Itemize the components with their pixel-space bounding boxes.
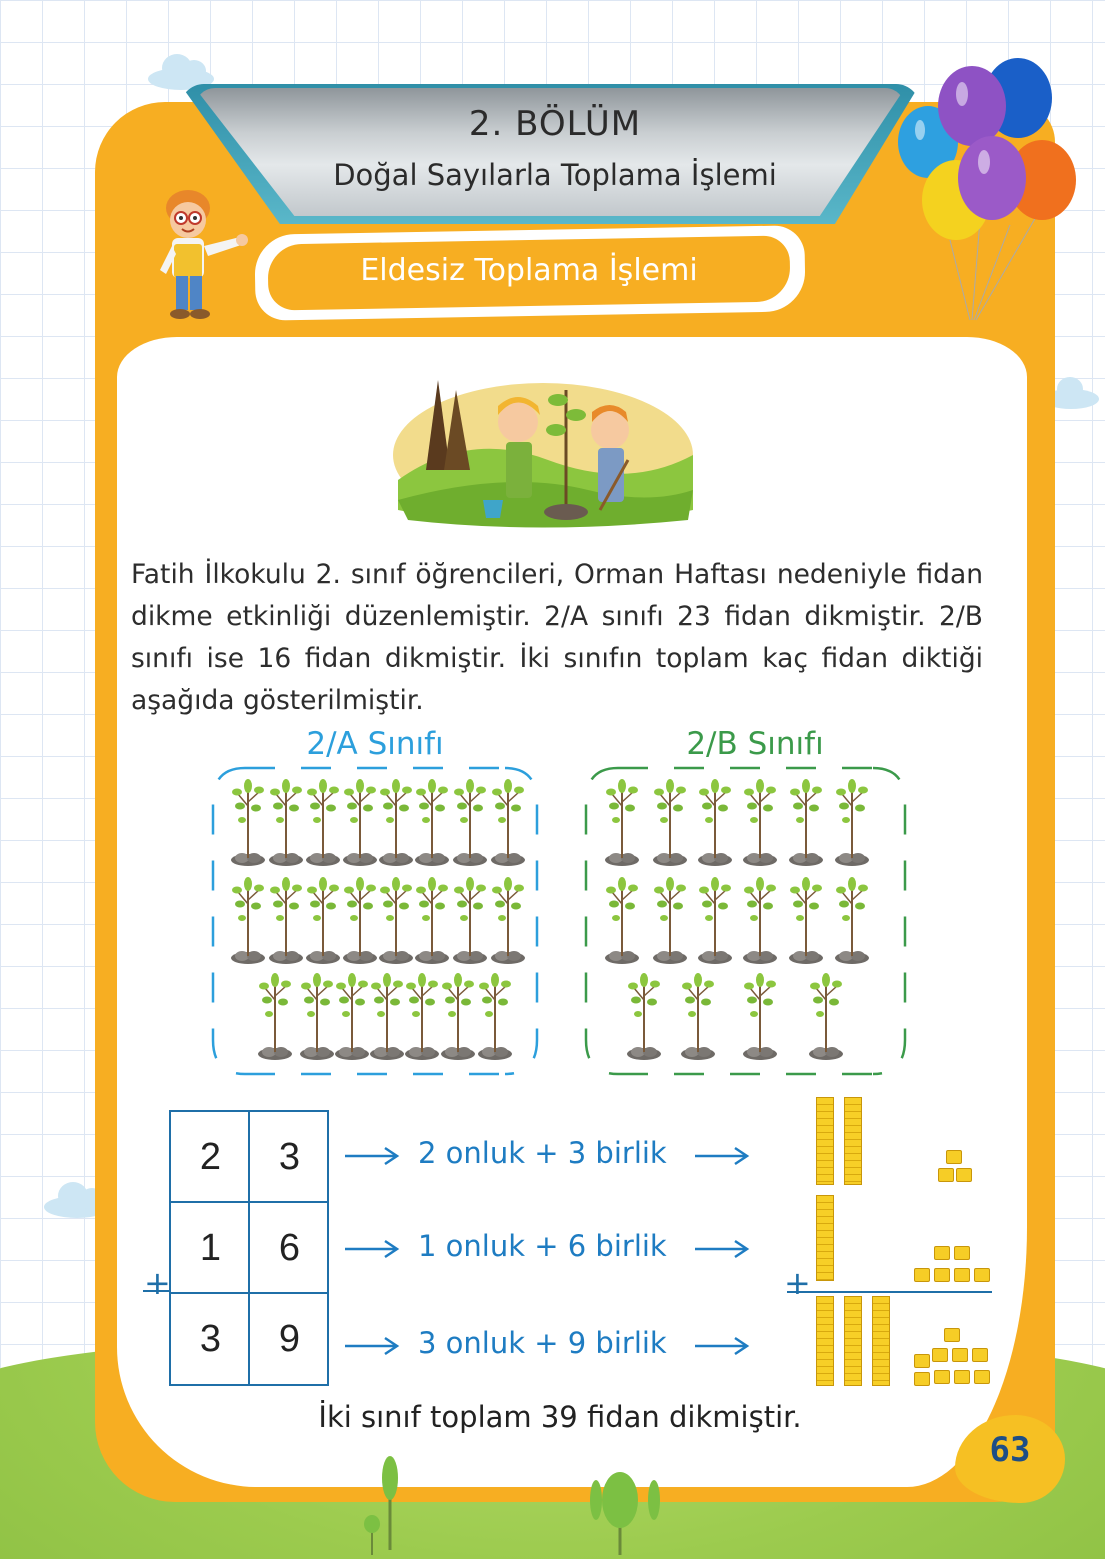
ones-cube-block — [974, 1268, 990, 1282]
ones-cube-block — [954, 1246, 970, 1260]
sapling-icon — [266, 776, 306, 866]
balloons-illustration — [890, 50, 1090, 330]
ones-cube-block — [954, 1268, 970, 1282]
ones-cube-block — [944, 1328, 960, 1342]
sapling-icon — [832, 776, 872, 866]
ones-cube-block — [934, 1246, 950, 1260]
sapling-icon — [376, 776, 416, 866]
tens-rod-block — [816, 1195, 834, 1281]
sapling-icon — [740, 874, 780, 964]
boy-character-illustration — [152, 182, 252, 324]
small-trees-illustration — [360, 1450, 680, 1559]
ones-cube-block — [938, 1168, 954, 1182]
plus-sign: + — [144, 1264, 171, 1302]
sapling-icon — [602, 776, 642, 866]
ones-cube-block — [934, 1370, 950, 1384]
sapling-icon — [412, 874, 452, 964]
sapling-icon — [488, 776, 528, 866]
decomposition-text: 2 onluk + 3 birlik — [418, 1136, 667, 1170]
sapling-icon — [255, 970, 295, 1060]
sapling-icon — [475, 970, 515, 1060]
sapling-icon — [740, 970, 780, 1060]
sapling-icon — [303, 776, 343, 866]
kids-planting-tree-illustration — [388, 360, 698, 530]
sapling-icon — [297, 970, 337, 1060]
arrow-right-icon — [695, 1239, 751, 1259]
ones-cube-block — [914, 1268, 930, 1282]
ones-cube-block — [914, 1354, 930, 1368]
tens-cell: 1 — [199, 1227, 222, 1269]
sapling-icon — [488, 874, 528, 964]
sapling-icon — [624, 970, 664, 1060]
sapling-icon — [402, 970, 442, 1060]
section-title: Eldesiz Toplama İşlemi — [360, 253, 698, 288]
page-number: 63 — [989, 1430, 1031, 1470]
blocks-sum-line — [787, 1291, 992, 1293]
sapling-icon — [376, 874, 416, 964]
ones-cell: 9 — [278, 1318, 301, 1360]
decomposition-text: 3 onluk + 9 birlik — [418, 1326, 667, 1360]
sapling-icon — [650, 874, 690, 964]
ones-cube-block — [974, 1370, 990, 1384]
tens-rod-block — [844, 1097, 862, 1185]
ones-cell: 3 — [278, 1136, 301, 1178]
ones-cube-block — [972, 1348, 988, 1362]
ones-cube-block — [954, 1370, 970, 1384]
sapling-icon — [332, 970, 372, 1060]
arrow-right-icon — [695, 1146, 751, 1166]
sapling-icon — [832, 874, 872, 964]
arrow-right-icon — [345, 1336, 401, 1356]
blocks-plus-sign: + — [784, 1264, 811, 1302]
problem-paragraph: Fatih İlkokulu 2. sınıf öğrencileri, Orman Haftası nedeniyle fidan dikme etkinliği düzenlemiştir. 2/A sınıfı 23 fidan dikmiştir. 2/B sınıfı ise 16 fidan dikmiştir. İki sınıfın toplam kaç fidan diktiği aşağıda gösterilmiştir. — [131, 559, 983, 716]
sapling-icon — [303, 874, 343, 964]
sapling-icon — [450, 776, 490, 866]
sapling-icon — [695, 874, 735, 964]
tens-cell: 3 — [199, 1318, 222, 1360]
chapter-title: Doğal Sayılarla Toplama İşlemi — [333, 158, 777, 192]
class-b-title: 2/B Sınıfı — [686, 726, 824, 762]
decomposition-text: 1 onluk + 6 birlik — [418, 1229, 667, 1263]
ones-cube-block — [952, 1348, 968, 1362]
sapling-icon — [367, 970, 407, 1060]
class-a-title: 2/A Sınıfı — [306, 726, 444, 762]
chapter-label: 2. BÖLÜM — [468, 104, 642, 144]
ones-cube-block — [934, 1268, 950, 1282]
sapling-icon — [678, 970, 718, 1060]
sapling-icon — [806, 970, 846, 1060]
ones-cube-block — [932, 1348, 948, 1362]
arrow-right-icon — [695, 1336, 751, 1356]
sapling-icon — [266, 874, 306, 964]
sapling-icon — [740, 776, 780, 866]
sapling-icon — [450, 874, 490, 964]
conclusion-text: İki sınıf toplam 39 fidan dikmiştir. — [318, 1400, 802, 1434]
tens-rod-block — [816, 1097, 834, 1185]
sapling-icon — [228, 776, 268, 866]
ones-cube-block — [946, 1150, 962, 1164]
tens-cell: 2 — [199, 1136, 222, 1178]
sapling-icon — [786, 776, 826, 866]
sapling-icon — [438, 970, 478, 1060]
sapling-icon — [340, 776, 380, 866]
sapling-icon — [340, 874, 380, 964]
place-value-table — [169, 1110, 329, 1386]
ones-cube-block — [914, 1372, 930, 1386]
arrow-right-icon — [345, 1239, 401, 1259]
tens-rod-block — [844, 1296, 862, 1386]
sapling-icon — [650, 776, 690, 866]
ones-cube-block — [956, 1168, 972, 1182]
tens-rod-block — [816, 1296, 834, 1386]
ones-cell: 6 — [278, 1227, 301, 1269]
sapling-icon — [228, 874, 268, 964]
arrow-right-icon — [345, 1146, 401, 1166]
sapling-icon — [412, 776, 452, 866]
sapling-icon — [786, 874, 826, 964]
tens-rod-block — [872, 1296, 890, 1386]
sapling-icon — [602, 874, 642, 964]
sapling-icon — [695, 776, 735, 866]
